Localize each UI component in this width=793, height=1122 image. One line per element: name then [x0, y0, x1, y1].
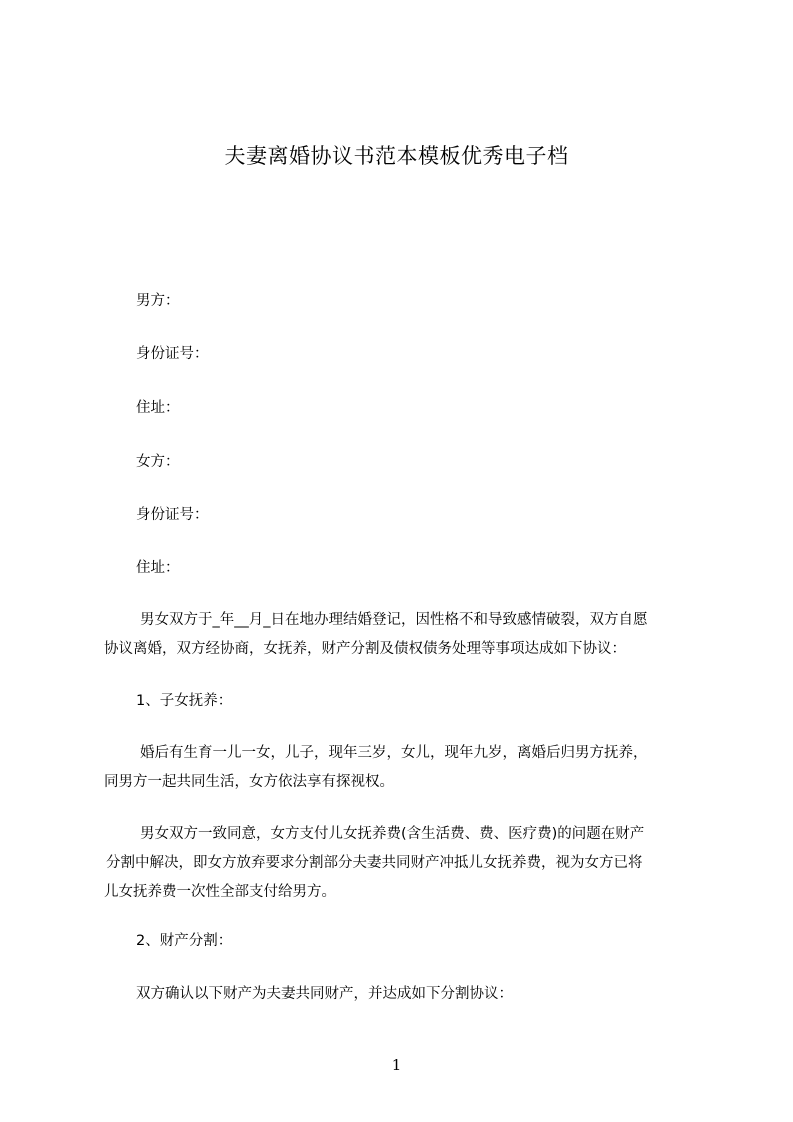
paragraph-line: 婚后有生育一儿一女，儿子，现年三岁，女儿，现年九岁，离婚后归男方抚养， [140, 745, 648, 761]
paragraph-line: 分割中解决，即女方放弃要求分割部分夫妻共同财产冲抵儿女抚养费，视为女方已将 [106, 855, 643, 871]
child-support-paragraph [104, 823, 704, 910]
wife-id-field: 身份证号： [136, 507, 209, 523]
intro-line: 男女双方于_年__月_日在地办理结婚登记，因性格不和导致感情破裂，双方自愿 [140, 612, 648, 628]
wife-address-field: 住址： [136, 560, 180, 576]
paragraph-line: 同男方一起共同生活，女方依法享有探视权。 [104, 774, 394, 790]
intro-line: 协议离婚，双方经协商，女抚养，财产分割及债权债务处理等事项达成如下协议： [104, 641, 626, 657]
custody-paragraph [104, 742, 704, 800]
page-number: 1 [391, 1056, 402, 1074]
paragraph-line: 男女双方一致同意，女方支付儿女抚养费(含生活费、费、医疗费)的问题在财产 [140, 826, 645, 842]
intro-paragraph [104, 609, 704, 667]
husband-name-field: 男方： [136, 293, 180, 309]
wife-name-field: 女方： [136, 454, 180, 470]
paragraph-line: 儿女抚养费一次性全部支付给男方。 [104, 884, 336, 900]
husband-id-field: 身份证号： [136, 346, 209, 362]
husband-address-field: 住址： [136, 400, 180, 416]
section-heading-child-custody: 1、子女抚养： [136, 693, 233, 709]
property-paragraph: 双方确认以下财产为夫妻共同财产，并达成如下分割协议： [136, 986, 513, 1002]
document-title: 夫妻离婚协议书范本模板优秀电子档 [224, 144, 569, 168]
section-heading-property-division: 2、财产分割： [136, 933, 233, 949]
